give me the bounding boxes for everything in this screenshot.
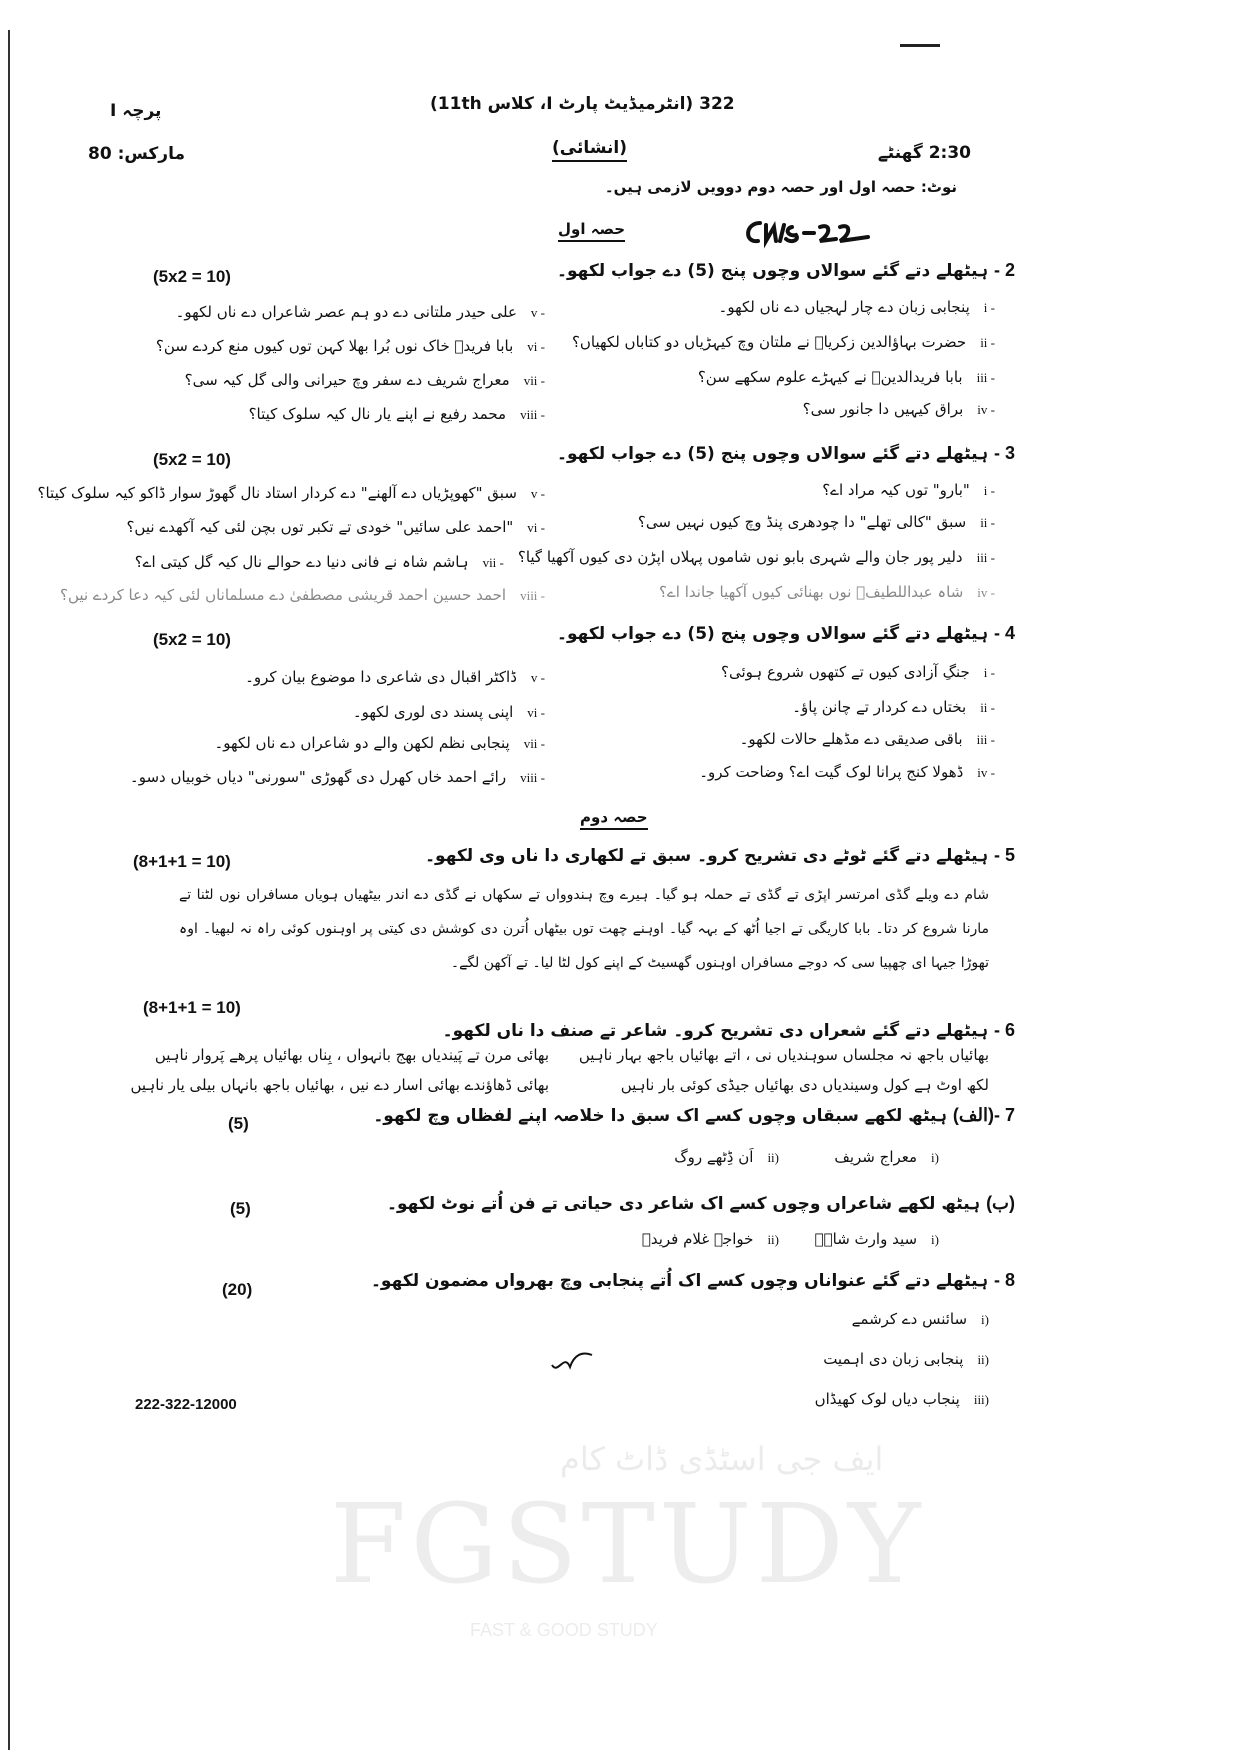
item-text: پنجابی زبان دے چار لہجیاں دے ناں لکھو۔ [718,298,970,316]
verse-2a: لکھ اوٹ ہے کول وسیندیاں دی بھائیاں جیڈی کوئی بار ناہیں [620,1076,989,1094]
item-text: براق کیہیں دا جانور سی؟ [802,400,964,418]
item-text: ڈھولا کنج پرانا لوک گیت اے؟ وضاحت کرو۔ [699,763,964,781]
item-text: بابا فریدالدینؒ نے کیہڑے علوم سکھے سن؟ [697,368,963,386]
time-allowed: 2:30 گھنٹے [877,143,971,163]
item-label: i - [983,300,995,315]
item-text: احمد حسین احمد قریشی مصطفیٰ دے مسلماناں لئی کیہ دعا کردے نیں؟ [60,586,507,604]
paper-type: (انشائی) [552,138,627,162]
item-label: vii - [482,555,504,570]
watermark: FGSTUDY [330,1480,925,1608]
item-text: حضرت بہاؤالدین زکریاؒ نے ملتان وچ کیہڑیاں دو کتاباں لکھیاں؟ [571,333,967,351]
total-marks: مارکس: 80 [88,144,186,164]
item-text: "احمد علی سائیں" خودی تے تکبر توں بچن لئی کیہ آکھدے نیں؟ [126,518,514,536]
item-text: محمد رفیع نے اپنے یار نال کیہ سلوک کیتا؟ [248,405,507,423]
question-4-marks: (5x2 = 10) [153,630,231,649]
item-label: iii - [976,550,995,565]
question-2-prompt: 2 - ہیٹھلے دتے گئے سوالاں وچوں پنج (5) دے جواب لکھو۔ [557,260,1015,281]
question-3-item [38,484,545,502]
question-3-item [822,481,995,499]
instructions-note: نوٹ: حصہ اول اور حصہ دوم دوویں لازمی ہیں۔ [604,178,957,196]
q8-option-3: iii) پنجاب دیاں لوک کھیڈاں [814,1390,989,1408]
item-text: رائے احمد خاں کھرل دی گھوڑی "سورنی" دیاں خوبیاں دسو۔ [129,768,507,786]
question-2-item [185,371,545,389]
part2-title: حصہ دوم [580,808,648,830]
q7b-option-2: ii) خواجہ غلام فریدؒ [641,1230,779,1248]
question-4-prompt: 4 - ہیٹھلے دتے گئے سوالاں وچوں پنج (5) دے جواب لکھو۔ [557,623,1015,644]
q7a-option-1: i) معراج شریف [834,1148,939,1166]
verse-1b: بھائی مرن تے پَیندیاں بھج بانہواں ، بِناں بھائیاں پرھے پَروار ناہیں [154,1046,549,1064]
item-text: "بارو" توں کیہ مراد اے؟ [822,481,970,499]
item-label: vi - [527,339,545,354]
verse-2b: بھائی ڈھاؤندے بھائی اسار دے نیں ، بھائیاں باجھ بانہاں بیلی یار ناہیں [130,1076,549,1094]
item-text: بختاں دے کردار تے چانن پاؤ۔ [792,698,967,716]
item-text: اپنی پسند دی لوری لکھو۔ [352,703,514,721]
question-7a-marks: (5) [228,1114,249,1133]
item-label: v - [530,486,545,501]
question-5-prompt: 5 - ہیٹھلے دتے گئے ٹوٹے دی تشریح کرو۔ سبق تے لکھاری دا ناں وی لکھو۔ [425,845,1015,866]
question-2-item [176,303,545,321]
question-3-item [135,553,504,571]
question-6-marks: (8+1+1 = 10) [143,998,241,1017]
question-4-item [245,668,545,686]
question-5-marks: (8+1+1 = 10) [133,852,231,871]
item-label: viii - [520,770,545,785]
q7b-option-1: i) سید وارث شاہؒ [814,1230,939,1248]
question-2-item [249,405,545,423]
question-3-item [60,586,545,604]
item-label: iv - [977,585,995,600]
question-3-item [126,518,545,536]
exam-title: 322 (انٹرمیڈیٹ پارٹ I، کلاس 11th) [430,94,735,114]
item-label: ii - [980,515,995,530]
item-label: iv - [977,402,995,417]
item-label: ii - [980,700,995,715]
item-text: دلیر پور جان والے شہری بابو نوں شاموں پہلاں اپڑن دی کیوں آکھیا گیا؟ [517,548,963,566]
item-label: vii - [523,736,545,751]
question-7a-prompt: 7 -(الف) ہیٹھ لکھے سبقاں وچوں کسے اک سبق دا خلاصہ اپنے لفظاں وچ لکھو۔ [373,1105,1015,1126]
question-7b-prompt: (ب) ہیٹھ لکھے شاعراں وچوں کسے اک شاعر دی حیاتی تے فن اُتے نوٹ لکھو۔ [387,1193,1015,1214]
question-3-item [518,548,995,566]
item-text: ڈاکٹر اقبال دی شاعری دا موضوع بیان کرو۔ [245,668,517,686]
item-label: iii - [976,370,995,385]
item-text: باقی صدیقی دے مڈھلے حالات لکھو۔ [739,730,963,748]
question-5-passage: شام دے ویلے گڈی امرتسر اپڑی تے گڈی تے حملہ ہو گیا۔ ہیرے وچ ہندوواں تے سکھاں نے گڈی دے اندر بیٹھیاں ہویاں مسافراں نوں لٹنا تے مارنا شروع کر دتا۔ بابا کاریگی تے اجیا اُٹھ کے بہہ گیا۔ اوہنے چھت توں بیٹھاں اُترن دی کوشش دی کیتی پر اوہنوں کوئی راہ نہ لبھیا۔ اوہ تھوڑا جیہا ای چھپیا سی کہ دوجے مسافراں اوہنوں گھسیٹ کے اپنے کول لٹا لیا۔ تے آکھن لگے۔ [179,887,989,971]
question-2-item [803,400,995,418]
question-4-item [721,663,995,681]
item-label: vi - [527,705,545,720]
item-label: iii - [976,732,995,747]
part1-title: حصہ اول [558,220,625,242]
question-2-item [572,333,995,351]
question-3-item [638,513,995,531]
q8-option-2: ii) پنجابی زبان دی اہمیت [823,1350,989,1368]
item-label: vii - [523,373,545,388]
item-text: شاہ عبداللطیفؒ نوں بھنائی کیوں آکھیا جاندا اے؟ [659,583,964,601]
question-2-item [698,368,995,386]
question-8-marks: (20) [222,1280,253,1299]
watermark-urdu: ایف جی اسٹڈی ڈاٹ کام [560,1440,884,1478]
q8-option-1: i) سائنس دے کرشمے [851,1310,989,1328]
question-4-item [699,763,995,781]
question-3-item [659,583,995,601]
item-label: ii - [980,335,995,350]
scan-edge-line [8,30,10,1750]
item-label: i - [983,665,995,680]
handwritten-code [740,215,875,250]
question-7b-marks: (5) [230,1199,251,1218]
item-label: viii - [520,588,545,603]
item-label: v - [530,670,545,685]
question-4-item [130,768,545,786]
item-text: سبق "کھوپڑیاں دے آلھنے" دے کردار استاد نال گھوڑ سوار ڈاکو کیہ سلوک کیتا؟ [37,484,517,502]
item-text: سبق "کالی تھلے" دا چودھری پنڈ وچ کیوں نہیں سی؟ [637,513,967,531]
question-2-item [156,337,545,355]
question-3-prompt: 3 - ہیٹھلے دتے گئے سوالاں وچوں پنج (5) دے جواب لکھو۔ [557,443,1015,464]
question-3-marks: (5x2 = 10) [153,450,231,469]
question-2-item [719,298,995,316]
item-label: vi - [527,520,545,535]
question-4-item [353,703,545,721]
q7a-option-2: ii) اَن ڈِٹھے روگ [674,1148,779,1166]
question-4-item [792,698,995,716]
scan-mark [900,44,940,47]
item-label: iv - [977,765,995,780]
item-text: بابا فریدؒ خاک نوں بُرا بھلا کہن توں کیوں منع کردے سن؟ [155,337,514,355]
question-8-prompt: 8 - ہیٹھلے دتے گئے عنواناں وچوں کسے اک اُتے پنجابی وچ بھرواں مضمون لکھو۔ [370,1270,1015,1291]
question-6-prompt: 6 - ہیٹھلے دتے گئے شعراں دی تشریح کرو۔ شاعر تے صنف دا ناں لکھو۔ [442,1020,1015,1041]
watermark-tagline: FAST & GOOD STUDY [470,1620,658,1640]
question-4-item [740,730,995,748]
question-4-item [214,734,545,752]
item-text: پنجابی نظم لکھن والے دو شاعراں دے ناں لکھو۔ [214,734,510,752]
item-label: i - [983,483,995,498]
paper-number: پرچہ I [110,101,162,121]
item-text: علی حیدر ملتانی دے دو ہم عصر شاعراں دے ناں لکھو۔ [175,303,517,321]
signature [548,1345,598,1380]
item-text: جنگِ آزادی کیوں تے کتھوں شروع ہوئی؟ [721,663,970,681]
item-text: ہاشم شاہ نے فانی دنیا دے حوالے نال کیہ گل کیتی اے؟ [134,553,469,571]
item-label: viii - [520,407,545,422]
item-label: v - [530,305,545,320]
item-text: معراج شریف دے سفر وچ حیرانی والی گل کیہ سی؟ [184,371,510,389]
footer-code: 222-322-12000 [135,1396,237,1413]
verse-1a: بھائیاں باجھ نہ مجلساں سوہندیاں نی ، اتے بھائیاں باجھ بہار ناہیں [578,1046,989,1064]
question-2-marks: (5x2 = 10) [153,267,231,286]
